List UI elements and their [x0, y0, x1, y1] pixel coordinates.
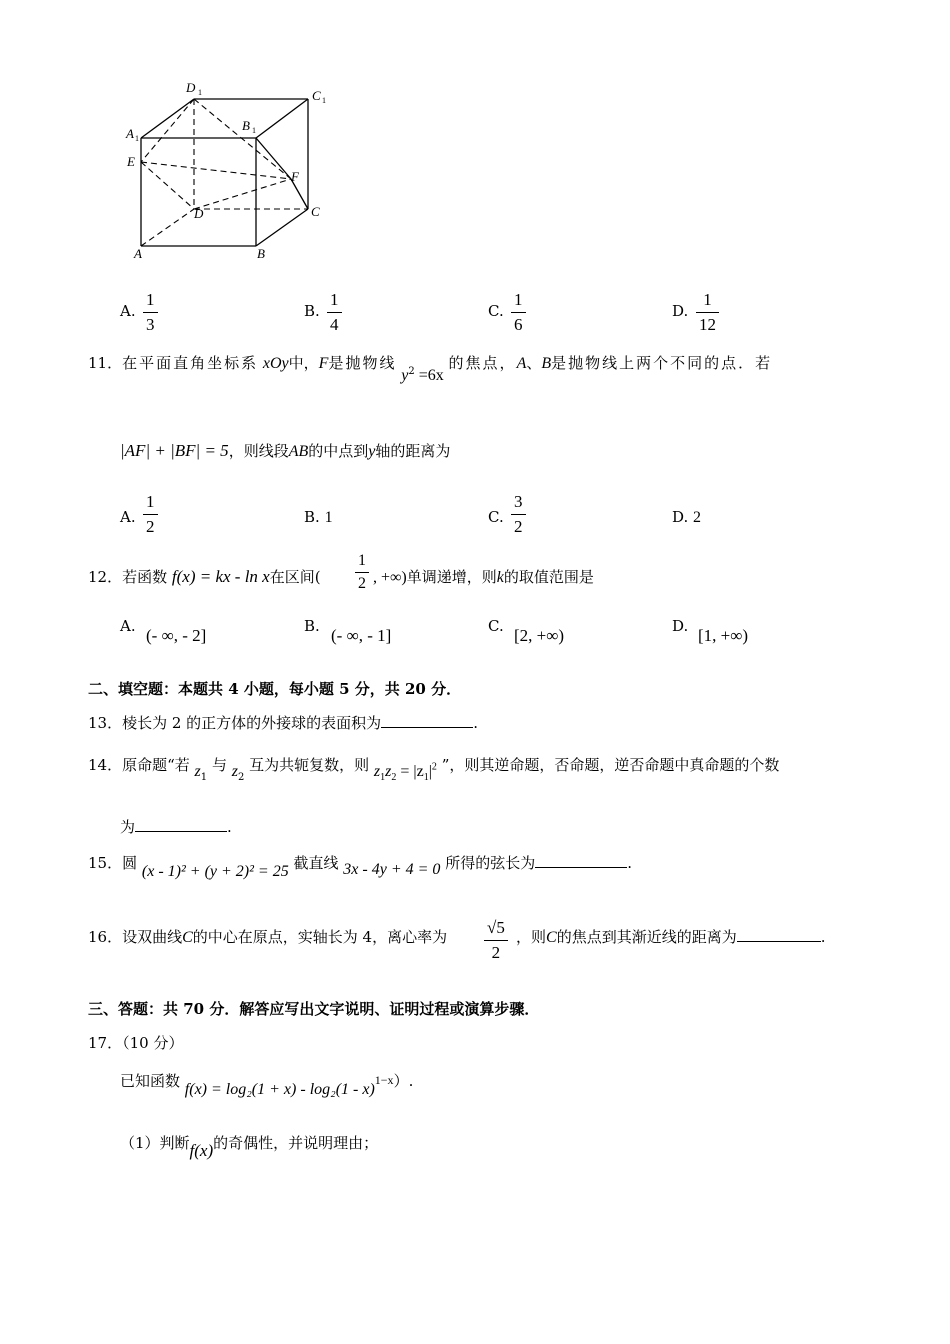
q11-option-a-label: A.: [120, 508, 136, 526]
q11-option-c: 3 2: [511, 492, 526, 537]
label-b: B: [257, 246, 265, 261]
svg-text:1: 1: [198, 88, 202, 97]
q10-option-a-label: A.: [120, 302, 136, 320]
q12-option-d: [1, +∞): [698, 626, 749, 645]
q12-line: 12．若函数 f(x) = kx - ln x在区间(: [88, 567, 321, 586]
q11-line1: 11．在平面直角坐标系 xOy中，F是抛物线 $y^2 =6x$ 的焦点，A、B是抛物线上两个不同的点．若: [88, 354, 773, 384]
q12-option-b: (- ∞, - 1]: [331, 626, 392, 645]
q17-header: 17．（10 分）: [88, 1034, 184, 1052]
q12-option-d-label: D.: [672, 617, 689, 635]
q12-line-rest: , +∞)单调递增，则k的取值范围是: [373, 568, 594, 586]
q12-interval-fraction: 1 2: [355, 552, 369, 593]
label-e: E: [127, 154, 135, 169]
label-f: F: [291, 169, 299, 184]
q10-option-c-label: C.: [488, 302, 504, 320]
label-b1: B: [242, 118, 250, 133]
q10-option-d: 1 12: [696, 290, 719, 335]
section-3-heading: 三、答题：共 70 分．解答应写出文字说明、证明过程或演算步骤．: [88, 1000, 540, 1018]
q11-line2: |AF| + |BF| = 5，则线段AB的中点到y轴的距离为: [120, 441, 451, 460]
q11-option-b: B. 1: [304, 508, 333, 526]
q10-option-a: 1 3: [143, 290, 158, 335]
q11-option-c-label: C.: [488, 508, 504, 526]
svg-text:1: 1: [322, 96, 326, 105]
q14-line2: 为 .: [120, 818, 232, 836]
q11-option-a: 1 2: [143, 492, 158, 537]
label-a: A: [134, 246, 142, 261]
label-c1: C: [312, 88, 321, 103]
label-d: D: [194, 206, 204, 221]
q13: 13．棱长为 2 的正方体的外接球的表面积为 .: [88, 714, 478, 732]
cube-figure: [120, 78, 350, 268]
q10-option-d-label: D.: [672, 302, 689, 320]
q12-option-a-label: A.: [120, 617, 136, 635]
q11-option-d: D. 2: [672, 508, 702, 526]
q16-part2: ，则C的焦点到其渐近线的距离为 .: [516, 928, 826, 946]
section-2-heading: 二、填空题：本题共 4 小题，每小题 5 分，共 20 分．: [88, 680, 462, 698]
svg-text:1: 1: [135, 134, 139, 143]
q12-option-b-label: B.: [304, 617, 320, 635]
q12-option-c-label: C.: [488, 617, 504, 635]
label-c: C: [311, 204, 320, 219]
q12-option-c: [2, +∞): [514, 626, 565, 645]
q17-part1: （1）判断f(x)的奇偶性，并说明理由；: [120, 1134, 379, 1160]
q10-option-b-label: B.: [304, 302, 320, 320]
svg-text:1: 1: [252, 126, 256, 135]
label-d1: D: [186, 80, 196, 95]
q10-option-c: 1 6: [511, 290, 526, 335]
q15: 15．圆 (x - 1)² + (y + 2)² = 25 截直线 3x - 4y + 4 = 0 所得的弦长为 .: [88, 854, 632, 880]
label-a1: A: [126, 126, 134, 141]
q16-eccentricity: √5 2: [484, 918, 508, 963]
q10-option-b: 1 4: [327, 290, 342, 335]
q14-line1: 14．原命题“若 $z_1$ 与 $z_2$ 互为共轭复数，则 $z_1z_2 = |z_1|^2$ ”，则其逆命题，否命题，逆否命题中真命题的个数: [88, 756, 780, 784]
q16-part1: 16．设双曲线C的中心在原点，实轴长为 4，离心率为: [88, 928, 448, 946]
q17-function: 已知函数 f(x) = log₂(1 + x) - log₂(1 - x)1−x）.: [120, 1072, 414, 1098]
q12-option-a: (- ∞, - 2]: [146, 626, 207, 645]
